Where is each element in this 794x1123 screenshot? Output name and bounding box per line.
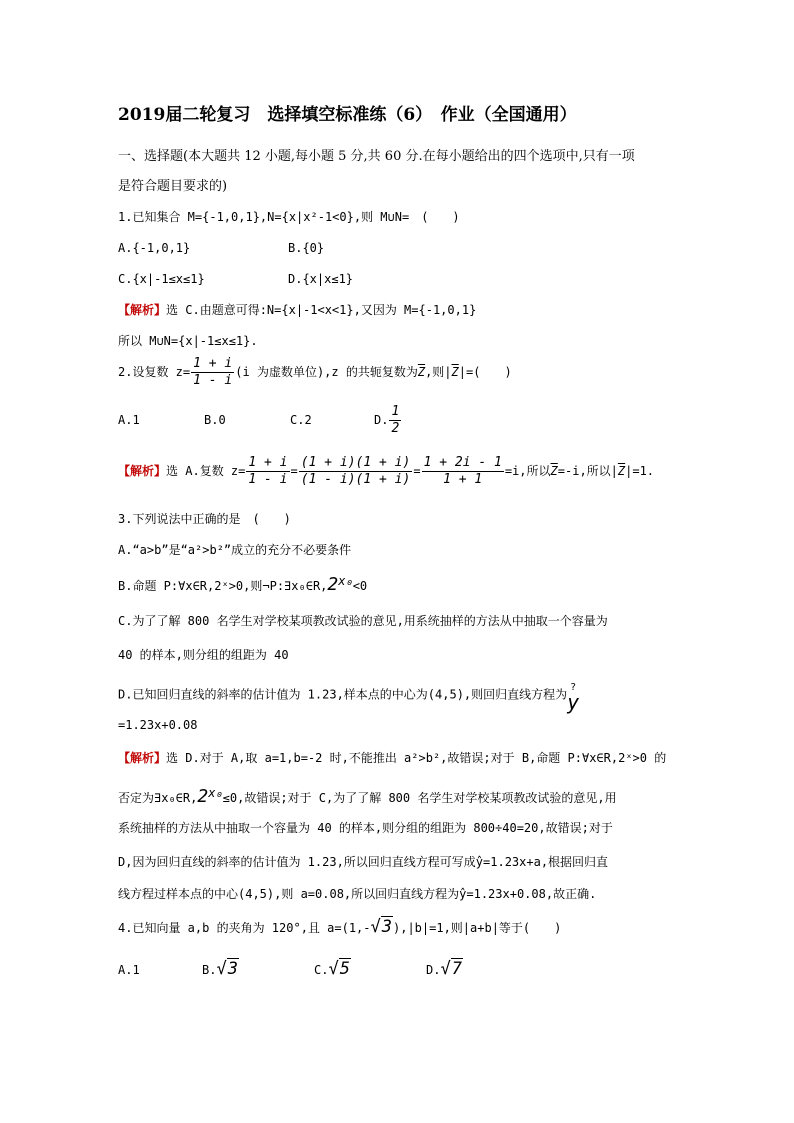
equals-sign: =: [290, 464, 298, 478]
q3-option-b-suffix: <0: [352, 579, 368, 593]
q2-conjugate-z: $\overline{Z}$: [417, 365, 426, 379]
q4-stem: [118, 918, 561, 937]
section-heading-line2: 是符合题目要求的): [118, 179, 228, 194]
q2-analysis: [118, 455, 654, 488]
q3-option-d-line1: [118, 681, 580, 714]
q3-analysis-line1: [118, 749, 666, 767]
sqrt-7: √7: [440, 959, 462, 979]
sqrt-3: √3: [370, 917, 392, 937]
q2-fraction-denominator: 1 - i: [193, 373, 233, 388]
q2-option-d-denominator: 2: [391, 421, 400, 436]
option-label: D.: [426, 963, 441, 977]
document-title: 2019届二轮复习 选择填空标准练（6） 作业（全国通用）: [118, 105, 577, 125]
q1-option-c: C.{x|-1≤x≤1}: [118, 272, 205, 286]
q2-analysis-middle: =i,所以: [504, 464, 551, 478]
q2-options: [118, 404, 402, 437]
analysis-tag: 【解析】: [118, 751, 167, 765]
q3-analysis-exponent: x₀: [208, 786, 223, 800]
q3-option-a: A.“a>b”是“a²>b²”成立的充分不必要条件: [118, 543, 352, 557]
q2-analysis-fraction-2: [299, 455, 413, 488]
q3-option-c-line1: C.为了了解 800 名学生对学校某项教改试验的意见,用系统抽样的方法从中抽取一个容量为: [118, 614, 608, 628]
q3-stem: 3.下列说法中正确的是 ( ): [118, 512, 291, 526]
q4-stem-suffix: ),|b|=1,则|a+b|等于( ): [393, 921, 562, 935]
q3-analysis-line2-suffix: ≤0,故错误;对于 C,为了了解 800 名学生对学校某项教改试验的意见,用: [222, 791, 617, 805]
q2-fraction: [191, 356, 234, 389]
q2-option-a: A.1: [118, 413, 140, 427]
q2-analysis-prefix: 选 A.复数 z=: [166, 464, 246, 478]
analysis-tag: 【解析】: [118, 464, 167, 478]
q1-option-a: A.{-1,0,1}: [118, 241, 191, 255]
missing-glyph-box: ?: [570, 682, 577, 693]
q2-option-b: B.0: [204, 413, 226, 427]
q3-option-d-line2: =1.23x+0.08: [118, 718, 198, 732]
fraction-numerator: (1 + i)(1 + i): [300, 455, 411, 470]
q4-stem-prefix: 4.已知向量 a,b 的夹角为 120°,且 a=(1,-: [118, 921, 371, 935]
q2-fraction-numerator: 1 + i: [193, 356, 233, 371]
q3-analysis-text: 选 D.对于 A,取 a=1,b=-2 时,不能推出 a²>b²,故错误;对于 B,命题 P:∀x∈R,2ˣ>0 的: [166, 751, 667, 765]
q2-analysis-conjugate-z-abs: $\overline{Z}$: [617, 464, 626, 478]
radicand: 7: [451, 959, 462, 979]
fraction-numerator: 1 + i: [248, 455, 288, 470]
q3-analysis-line3: 系统抽样的方法从中抽取一个容量为 40 的样本,则分组的组距为 800÷40=20,故错误;对于: [118, 821, 613, 835]
q2-option-d-label: D.: [374, 413, 389, 427]
q3-option-b: [118, 572, 367, 595]
sqrt-3: √3: [216, 959, 238, 979]
q3-analysis-line5: 线方程过样本点的中心(4,5),则 a=0.08,所以回归直线方程为ŷ=1.23x+0.08,故正确.: [118, 887, 597, 901]
q3-analysis-line2-prefix: 否定为∃x₀∈R,: [118, 791, 198, 805]
radicand: 5: [339, 959, 350, 979]
fraction-numerator: 1 + 2i - 1: [423, 455, 502, 470]
q4-option-a: A.1: [118, 963, 140, 977]
fraction-denominator: 1 - i: [248, 472, 288, 487]
q2-analysis-conjugate-value: =-i,所以|: [557, 464, 618, 478]
q2-analysis-conjugate-z: $\overline{Z}$: [550, 464, 558, 478]
section-heading-line1: 一、选择题(本大题共 12 小题,每小题 5 分,共 60 分.在每小题给出的四个选项中,只有一项: [118, 149, 635, 164]
q4-option-d: [426, 960, 463, 979]
q1-analysis-line1: [118, 301, 476, 319]
equals-sign: =: [413, 464, 421, 478]
q3-option-b-base: 2: [327, 574, 339, 595]
q3-analysis-base: 2: [197, 786, 209, 807]
q2-analysis-fraction-3: [422, 455, 504, 488]
q4-option-b: [202, 960, 314, 979]
y-hat-symbol: [567, 681, 580, 714]
q2-conjugate-z-abs: $\overline{Z}$: [451, 365, 459, 379]
q2-option-d-fraction: [389, 404, 401, 437]
radicand: 3: [227, 959, 238, 979]
sqrt-5: √5: [328, 959, 350, 979]
q3-option-b-text: B.命题 P:∀x∈R,2ˣ>0,则¬P:∃x₀∈R,: [118, 579, 328, 593]
q2-option-c: C.2: [290, 413, 312, 427]
q1-analysis-text: 选 C.由题意可得:N={x|-1<x<1},又因为 M={-1,0,1}: [166, 303, 477, 317]
q2-analysis-end: |=1.: [625, 464, 655, 478]
q1-option-d: D.{x|x≤1}: [288, 272, 354, 286]
fraction-denominator: 1 + 1: [443, 472, 483, 487]
option-label: C.: [314, 963, 329, 977]
option-label: B.: [202, 963, 217, 977]
fraction-denominator: (1 - i)(1 + i): [300, 472, 411, 487]
analysis-tag: 【解析】: [118, 303, 167, 317]
q2-stem-suffix: ,则|: [425, 365, 452, 379]
q4-options: [118, 960, 463, 979]
q3-option-b-exponent: x₀: [338, 574, 353, 588]
q3-option-c-line2: 40 的样本,则分组的组距为 40: [118, 648, 289, 662]
q1-stem: 1.已知集合 M={-1,0,1},N={x|x²-1<0},则 M∪N= ( ): [118, 210, 460, 224]
q2-stem-prefix: 2.设复数 z=: [118, 365, 191, 379]
q2-option-d-numerator: 1: [391, 404, 400, 419]
q4-option-c: [314, 960, 426, 979]
q2-stem-middle: (i 为虚数单位),z 的共轭复数为: [235, 365, 418, 379]
q2-stem-end: |=( ): [458, 365, 512, 379]
q3-analysis-line2: [118, 784, 617, 807]
q2-stem: [118, 356, 512, 389]
radicand: 3: [381, 917, 392, 937]
q3-analysis-line4: D,因为回归直线的斜率的估计值为 1.23,所以回归直线方程可写成ŷ=1.23x+a,根据回归直: [118, 855, 609, 869]
q1-analysis-line2: 所以 M∪N={x|-1≤x≤1}.: [118, 334, 258, 348]
q1-option-b: B.{0}: [288, 241, 325, 255]
y-letter: y: [567, 690, 580, 714]
q3-option-d-text: D.已知回归直线的斜率的估计值为 1.23,样本点的中心为(4,5),则回归直线方程为: [118, 687, 568, 702]
q2-analysis-fraction-1: [246, 455, 289, 488]
